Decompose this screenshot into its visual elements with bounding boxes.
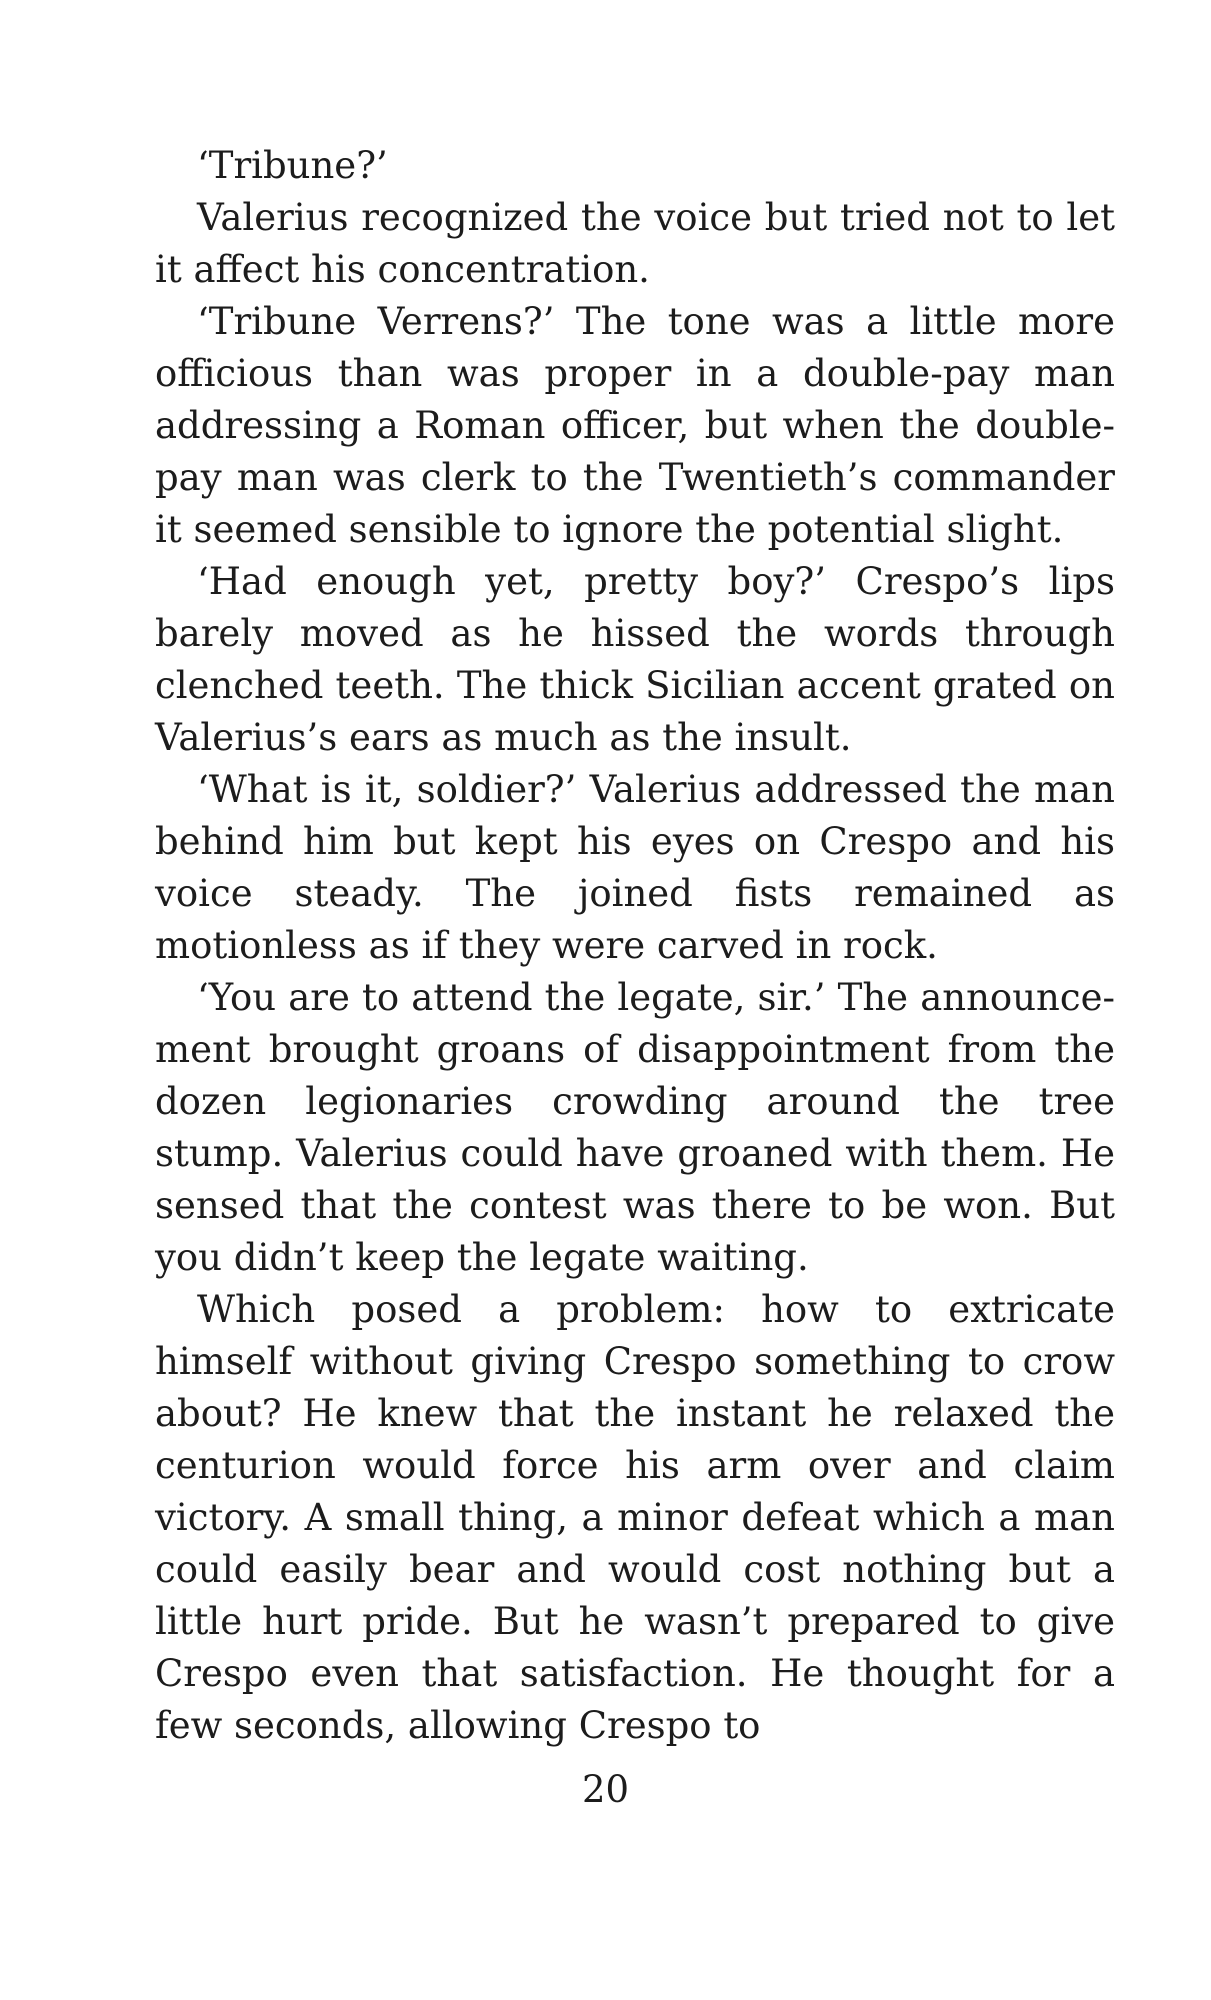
page-number: 20 — [581, 1768, 630, 1811]
paragraph-5: ‘What is it, soldier?’ Valerius addressed the man behind him but kept his eyes on Crespo and his voice steady. The joined fists remained as motionless as if they were carved in rock. — [155, 768, 1115, 967]
paragraph-4: ‘Had enough yet, pretty boy?’ Crespo’s lips barely moved as he hissed the words through clenched teeth. The thick Sicilian accent grated on Valerius’s ears as much as the insult. — [155, 560, 1115, 759]
body-text — [155, 140, 1115, 1752]
paragraph-2: Valerius recognized the voice but tried not to let it affect his concentration. — [155, 196, 1115, 291]
paragraph-7: Which posed a problem: how to extricate himself without giving Crespo something to crow about? He knew that the instant he relaxed the centurion would force his arm over and claim victory. A small thing, a minor defeat which a man could easily bear and would cost nothing but a little hurt pride. But he wasn’t prepared to give Crespo even that satisfaction. He thought for a few seconds, allowing Crespo to — [155, 1288, 1115, 1747]
paragraph-3: ‘Tribune Verrens?’ The tone was a little more officious than was proper in a double-pay man addressing a Roman officer, but when the double-pay man was clerk to the Twentieth’s commander it seemed sensible to ignore the potential slight. — [155, 300, 1115, 551]
paragraph-6: ‘You are to attend the legate, sir.’ The announcement brought groans of disappointment from the dozen legionaries crowding around the tree stump. Valerius could have groaned with them. He sensed that the contest was there to be won. But you didn’t keep the legate waiting. — [155, 976, 1115, 1279]
paragraph-1: ‘Tribune?’ — [197, 144, 388, 187]
